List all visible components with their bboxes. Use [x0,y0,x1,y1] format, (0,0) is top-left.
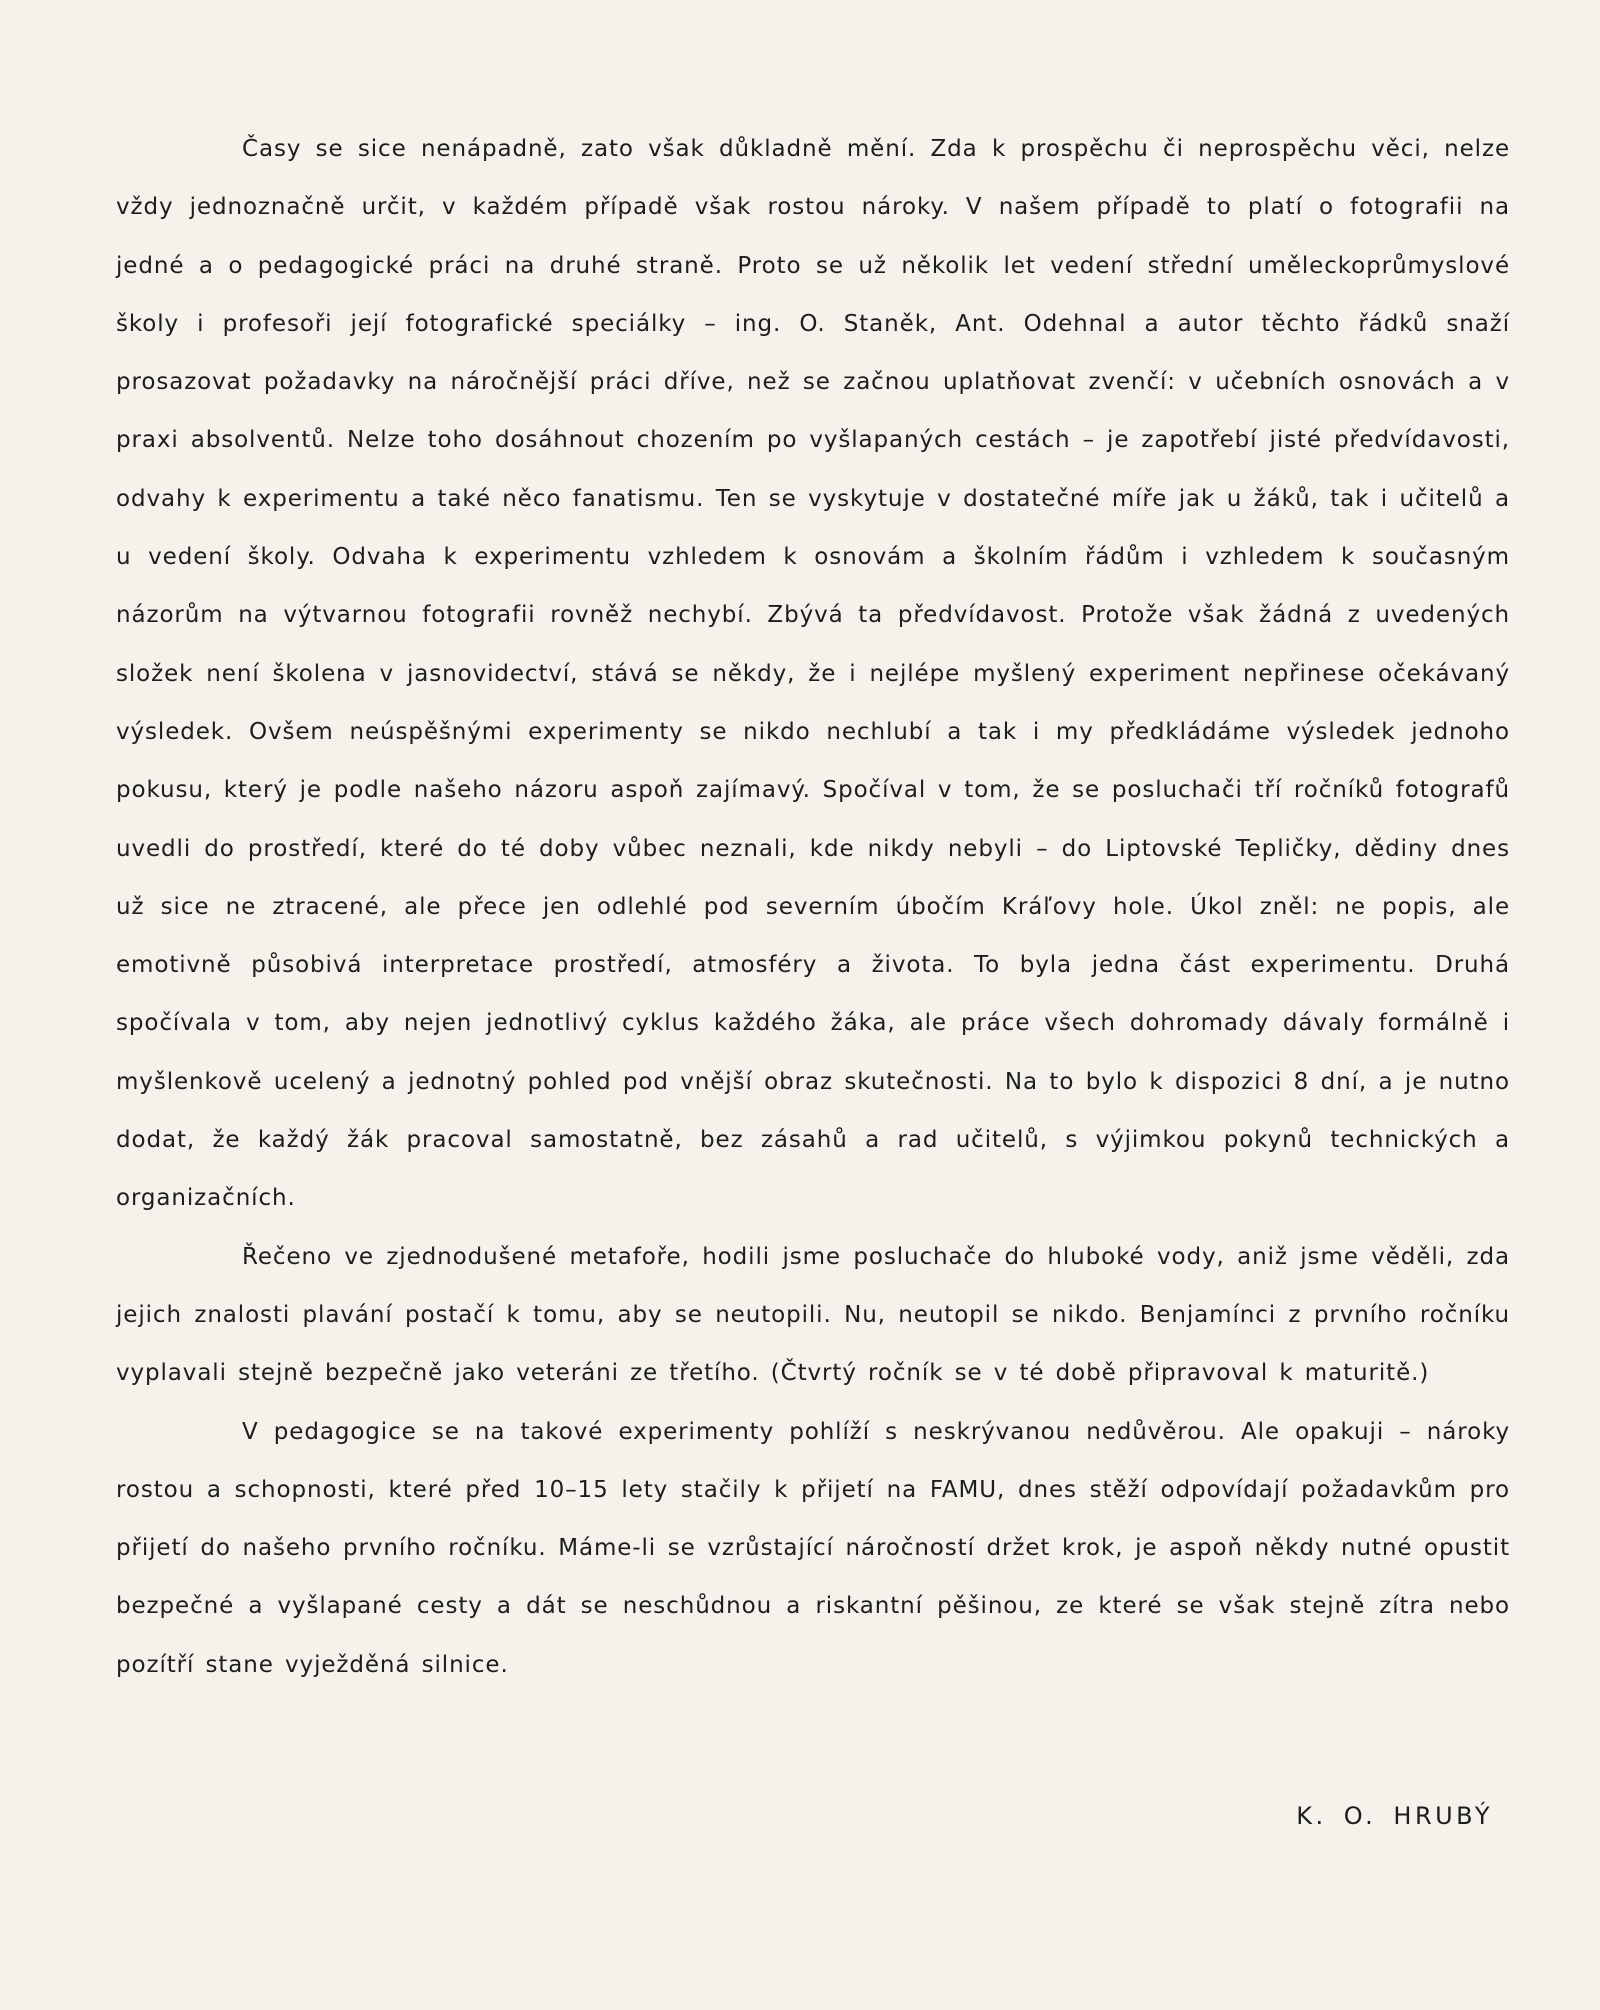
author-signature: K. O. HRUBÝ [1296,1802,1493,1830]
article-body [116,120,1510,1694]
paragraph-2: Řečeno ve zjednodušené metafoře, hodili jsme posluchače do hluboké vody, aniž jsme věděli, zda jejich znalosti plavání postačí k tomu, aby se neutopili. Nu, neutopil se nikdo. Benjamínci z prvního ročníku vyplavali stejně bezpečně jako veteráni ze třetího. (Čtvrtý ročník se v té době připravoval k maturitě.) [116,1243,1510,1387]
paragraph-3: V pedagogice se na takové experimenty pohlíží s neskrývanou nedůvěrou. Ale opakuji – nároky rostou a schopnosti, které před 10–15 lety stačily k přijetí na FAMU, dnes stěží odpovídají požadavkům pro přijetí do našeho prvního ročníku. Máme-li se vzrůstající náročností držet krok, je aspoň někdy nutné opustit bezpečné a vyšlapané cesty a dát se neschůdnou a riskantní pěšinou, ze které se však stejně zítra nebo pozítří stane vyježděná silnice. [116,1418,1510,1678]
paragraph-1: Časy se sice nenápadně, zato však důkladně mění. Zda k prospěchu či neprospěchu věci, nelze vždy jednoznačně určit, v každém případě však rostou nároky. V našem případě to platí o fotografii na jedné a o pedagogické práci na druhé straně. Proto se už několik let vedení střední uměleckoprůmyslové školy i profesoři její fotografické speciálky – ing. O. Staněk, Ant. Odehnal a autor těchto řádků snaží prosazovat požadavky na náročnější práci dříve, než se začnou uplatňovat zvenčí: v učebních osnovách a v praxi absolventů. Nelze toho dosáhnout chozením po vyšlapaných cestách – je zapotřebí jisté předvídavosti, odvahy k experimentu a také něco fanatismu. Ten se vyskytuje v dostatečné míře jak u žáků, tak i učitelů a u vedení školy. Odvaha k experimentu vzhledem k osnovám a školním řádům i vzhledem k současným názorům na výtvarnou fotografii rovněž nechybí. Zbývá ta předvídavost. Protože však žádná z uvedených složek není školena v jasnovidectví, stává se někdy, že i nejlépe myšlený experiment nepřinese očekávaný výsledek. Ovšem neúspěšnými experimenty se nikdo nechlubí a tak i my předkládáme výsledek jednoho pokusu, který je podle našeho názoru aspoň zajímavý. Spočíval v tom, že se posluchači tří ročníků fotografů uvedli do prostředí, které do té doby vůbec neznali, kde nikdy nebyli – do Liptovské Tepličky, dědiny dnes už sice ne ztracené, ale přece jen odlehlé pod severním úbočím Kráľovy hole. Úkol zněl: ne popis, ale emotivně působivá interpretace prostředí, atmosféry a života. To byla jedna část experimentu. Druhá spočívala v tom, aby nejen jednotlivý cyklus každého žáka, ale práce všech dohromady dávaly formálně i myšlenkově ucelený a jednotný pohled pod vnější obraz skutečnosti. Na to bylo k dispozici 8 dní, a je nutno dodat, že každý žák pracoval samostatně, bez zásahů a rad učitelů, s výjimkou pokynů technických a organizačních. [116,136,1510,1212]
